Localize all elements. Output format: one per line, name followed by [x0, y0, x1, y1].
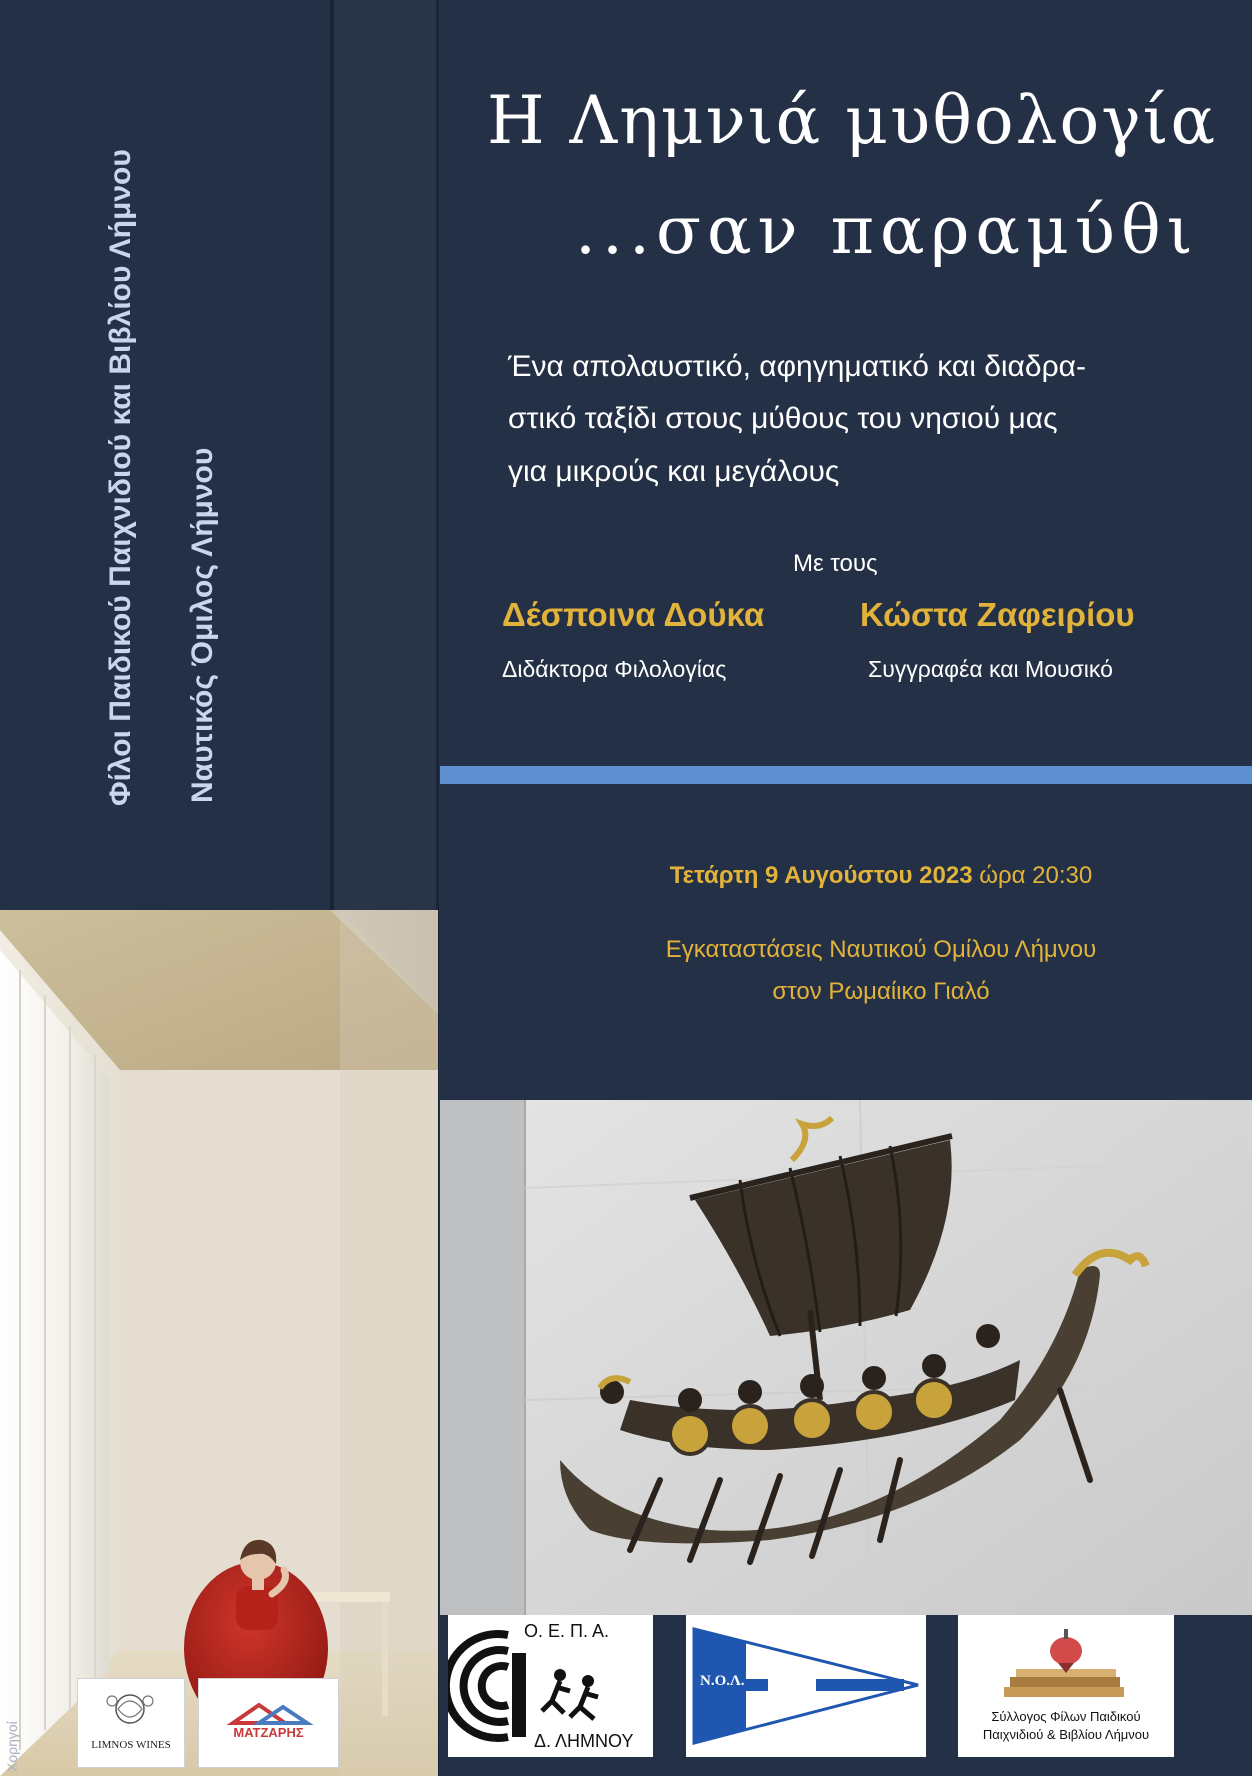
painting-woman-in-red: [0, 910, 438, 1776]
sponsor-limnos-wines-text: LIMNOS WINES: [91, 1739, 171, 1751]
organizer-friends-of-toy-and-book: Φίλοι Παιδικού Παιχνιδιού και Βιβλίου Λήμνου: [104, 149, 137, 806]
event-venue-line-1: Εγκαταστάσεις Ναυτικού Ομίλου Λήμνου: [665, 936, 1097, 963]
logo-nautical-club-pennant: [686, 1615, 926, 1757]
presenter-name-2: Κώστα Ζαφειρίου: [860, 596, 1135, 633]
event-title-line-2: ...σαν παραμύθι: [575, 192, 1199, 269]
event-date-time: [440, 862, 1252, 890]
event-date: Τετάρτη 9 Αυγούστου 2023: [669, 862, 973, 889]
event-title-line-1: Η Λημνιά μυθολογία: [487, 82, 1218, 159]
club-text-line-2: Παιχνιδιού & Βιβλίου Λήμνου: [982, 1727, 1150, 1742]
event-description-line-3: για μικρούς και μεγάλους: [508, 455, 840, 488]
oepa-bottom-text: Δ. ΛΗΜΝΟΥ: [534, 1731, 634, 1751]
presenter-role-1: Διδάκτορα Φιλολογίας: [502, 656, 727, 682]
sponsors-label: Χορηγοί: [4, 1721, 20, 1772]
ancient-ship-relief-photo: [440, 1100, 1252, 1615]
sponsor-matzaris-text: ΜΑΤΖΑΡΗΣ: [233, 1725, 304, 1740]
presenter-name-1: Δέσποινα Δούκα: [502, 596, 765, 633]
spine-panel: [0, 0, 330, 910]
sponsor-matzaris-logo: [198, 1678, 339, 1768]
event-description-line-2: στικό ταξίδι στους μύθους του νησιού μας: [508, 402, 1058, 435]
sponsor-limnos-wines-logo: [77, 1678, 185, 1768]
painting-illustration: [0, 910, 438, 1776]
limnos-wines-emblem-icon: [78, 1679, 184, 1767]
organizer-nautical-club: Ναυτικός Όμιλος Λήμνου: [186, 447, 219, 803]
oepa-top-text: Ο. Ε. Π. Α.: [524, 1621, 610, 1641]
ship-relief-illustration: [440, 1100, 1252, 1615]
matzaris-roof-icon: [199, 1679, 338, 1767]
logo-friends-club: [958, 1615, 1174, 1757]
presenter-role-2: Συγγραφέα και Μουσικό: [868, 656, 1113, 682]
nol-text: Ν.Ο.Λ.: [700, 1673, 745, 1689]
with-label: Με τους: [793, 550, 878, 577]
event-time: ώρα 20:30: [979, 862, 1093, 889]
event-description-line-1: Ένα απολαυστικό, αφηγηματικό και διαδρα-: [508, 350, 1086, 383]
divider-rule: [440, 766, 1252, 784]
event-venue-line-2: στον Ρωμαίικο Γιαλό: [772, 978, 990, 1005]
logo-oepa: [448, 1615, 653, 1757]
club-text-line-1: Σύλλογος Φίλων Παιδικού: [991, 1709, 1141, 1724]
